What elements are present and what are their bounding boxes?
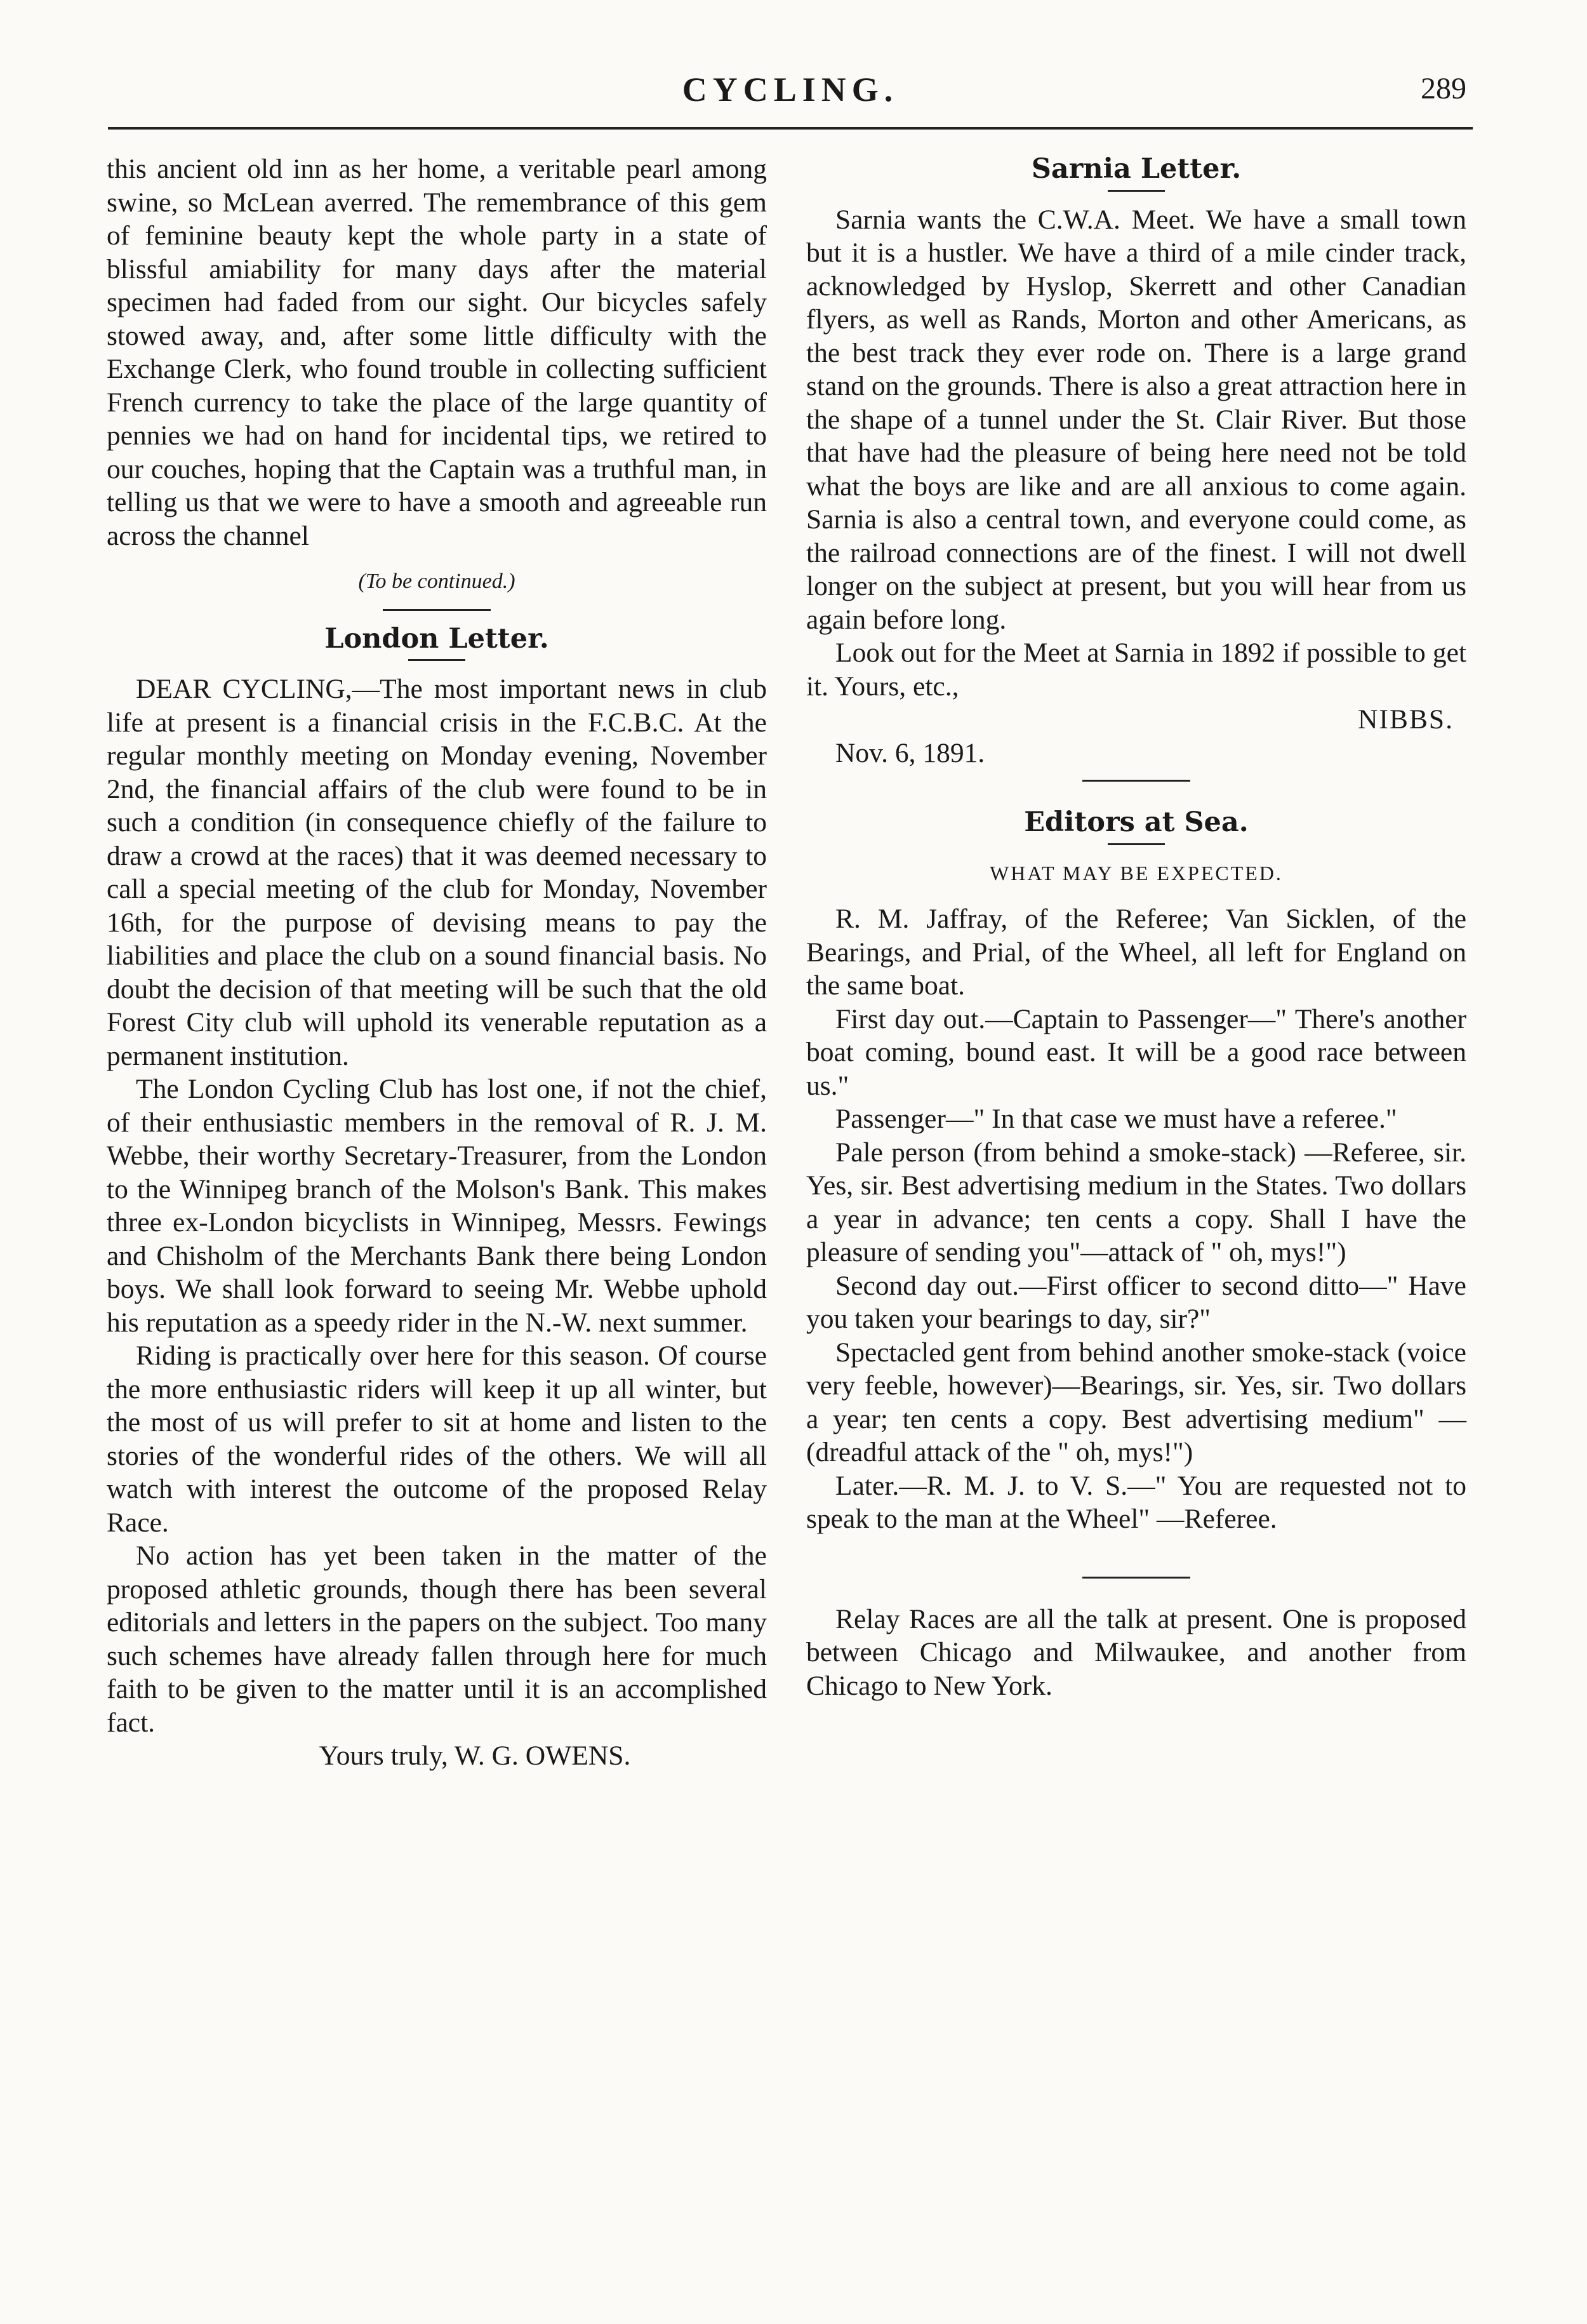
section-divider (1082, 1577, 1190, 1579)
heading-rule (408, 659, 465, 661)
relay-races-paragraph: Relay Races are all the talk at present. One is proposed between Chicago and Milwaukee, and another from Chicago to New York. (806, 1603, 1466, 1701)
right-column (806, 152, 1466, 1702)
magazine-title: CYCLING. (682, 70, 899, 109)
heading-rule (1108, 190, 1165, 192)
page-number: 289 (1421, 72, 1466, 105)
header-rule (108, 127, 1473, 130)
to-be-continued-note: (To be continued.) (358, 570, 515, 593)
editors-at-sea-paragraph: R. M. Jaffray, of the Referee; Van Sicklen, of the Bearings, and Prial, of the Wheel, all left for England on the same boat. (806, 904, 1466, 1001)
london-letter-paragraph: The London Cycling Club has lost one, if not the chief, of their enthusiastic members in the removal of R. J. M. Webbe, their worthy Secretary-Treasurer, from the London to the Winnipeg branch of the Molson's Bank. This makes three ex-London bicyclists in Winnipeg, Messrs. Fewings and Chisholm of the Merchants Bank there being London boys. We shall look forward to seeing Mr. Webbe uphold his reputation as a speedy rider in the N.-W. next summer. (107, 1074, 767, 1338)
section-divider (1082, 780, 1190, 782)
london-letter-heading: London Letter. (324, 622, 549, 655)
sarnia-letter-paragraph: Sarnia wants the C.W.A. Meet. We have a small town but it is a hustler. We have a third of a mile cinder track, acknowledged by Hyslop, Skerrett and other Canadian flyers, as well as Rands, Morton and other Americans, as the best track they ever rode on. There is a large grand stand on the grounds. There is also a great attraction here in the shape of a tunnel under the St. Clair River. But those that have had the pleasure of being here need not be told what the boys are like and are all anxious to come again. Sarnia is also a central town, and everyone could come, as the railroad connections are of the finest. I will not dwell longer on the subject at present, but you will hear from us again before long. (806, 204, 1466, 635)
editors-at-sea-subheading: WHAT MAY BE EXPECTED. (990, 861, 1283, 885)
london-letter-paragraph: No action has yet been taken in the matter of the proposed athletic grounds, though there has been several editorials and letters in the papers on the subject. Too many such schemes have already fallen through here for much faith to be given to the matter until it is an accomplished fact. (107, 1540, 767, 1738)
editors-at-sea-paragraph: Passenger—" In that case we must have a referee." (835, 1104, 1397, 1134)
left-column (107, 152, 767, 1773)
sarnia-letter-paragraph: Look out for the Meet at Sarnia in 1892 if possible to get it. Yours, etc., (806, 638, 1466, 702)
editors-at-sea-paragraph: Spectacled gent from behind another smoke-stack (voice very feeble, however)—Bearings, sir. Yes, sir. Two dollars a year; ten cents a copy. Best advertising medium" —(dreadful attack of the " oh, mys!") (806, 1337, 1466, 1467)
page-header (108, 63, 1473, 121)
editors-at-sea-paragraph: Later.—R. M. J. to V. S.—" You are requested not to speak to the man at the Wheel" —Referee. (806, 1470, 1466, 1534)
heading-rule (1108, 843, 1165, 845)
continued-article-paragraph: this ancient old inn as her home, a veritable pearl among swine, so McLean averred. The remembrance of this gem of feminine beauty kept the whole party in a state of blissful amiability for many days after the material specimen had faded from our sight. Our bicycles safely stowed away, and, after some little difficulty with the Exchange Clerk, who found trouble in collecting sufficient French currency to take the place of the large quantity of pennies we had on hand for incidental tips, we retired to our couches, hoping that the Captain was a truthful man, in telling us that we were to have a smooth and agreeable run across the channel (107, 154, 767, 551)
sarnia-letter-heading: Sarnia Letter. (1031, 153, 1242, 185)
section-divider (383, 609, 491, 611)
editors-at-sea-heading: Editors at Sea. (1024, 806, 1249, 838)
editors-at-sea-paragraph: Pale person (from behind a smoke-stack) —Referee, sir. Yes, sir. Best advertising medium in the States. Two dollars a year in advance; ten cents a copy. Shall I have the pleasure of sending you"—attack of " oh, mys!") (806, 1137, 1466, 1267)
editors-at-sea-paragraph: First day out.—Captain to Passenger—" There's another boat coming, bound east. It will be a good race between us." (806, 1003, 1466, 1101)
london-letter-paragraph: DEAR CYCLING,—The most important news in club life at present is a financial crisis in the F.C.B.C. At the regular monthly meeting on Monday evening, November 2nd, the financial affairs of the club were found to be in such a condition (in consequence chiefly of the failure to draw a crowd at the races) that it was deemed necessary to call a special meeting of the club for Monday, November 16th, for the purpose of devising means to pay the liabilities and place the club on a sound financial basis. No doubt the decision of that meeting will be such that the old Forest City club will uphold its venerable reputation as a permanent institution. (107, 674, 767, 1071)
london-letter-signoff: Yours truly, W. G. OWENS. (319, 1740, 631, 1771)
sarnia-letter-signature: NIBBS. (1358, 704, 1454, 735)
london-letter-paragraph: Riding is practically over here for this season. Of course the more enthusiastic riders will keep it up all winter, but the most of us will prefer to sit at home and listen to the stories of the wonderful rides of the others. We will all watch with interest the outcome of the proposed Relay Race. (107, 1340, 767, 1538)
editors-at-sea-paragraph: Second day out.—First officer to second ditto—" Have you taken your bearings to day, sir?" (806, 1270, 1466, 1334)
sarnia-letter-date: Nov. 6, 1891. (835, 737, 985, 768)
